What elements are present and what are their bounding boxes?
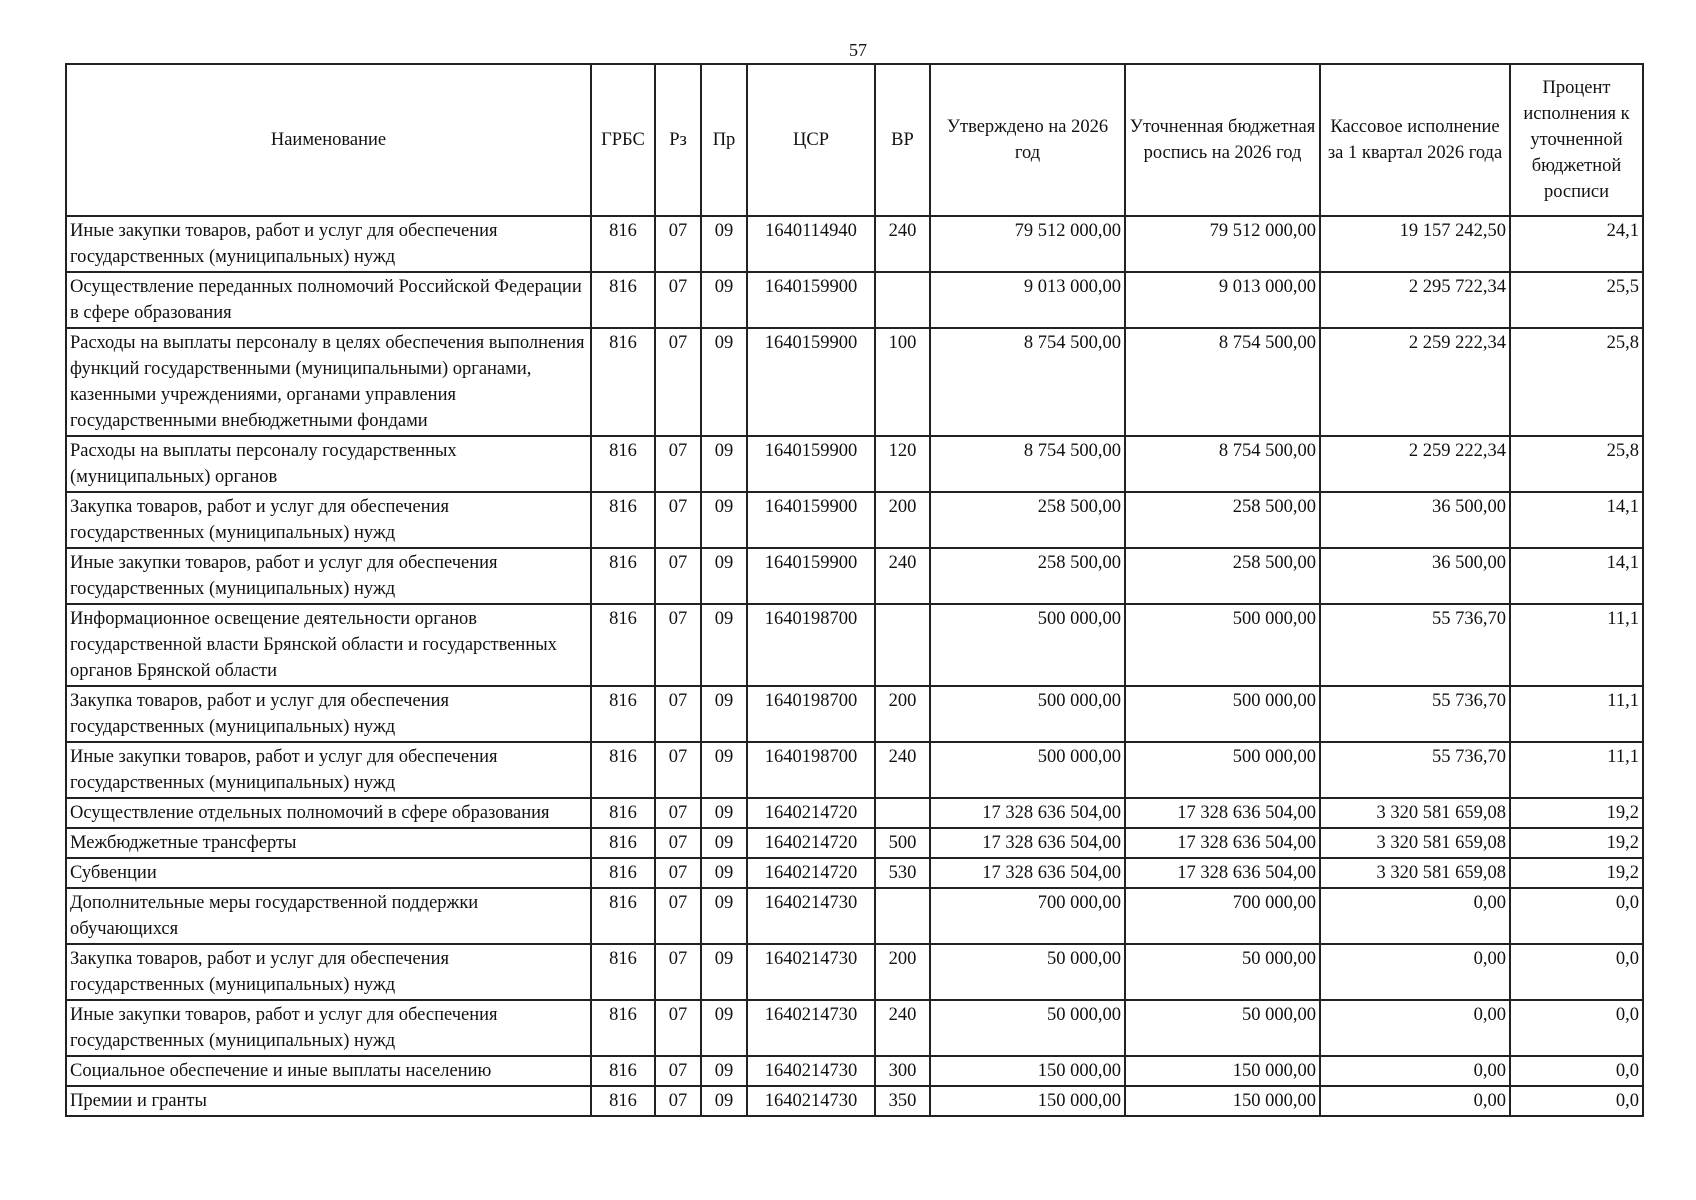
cell-name: Межбюджетные трансферты xyxy=(66,828,591,858)
cell-approved: 258 500,00 xyxy=(930,548,1125,604)
table-row xyxy=(66,828,1643,858)
cell-rz: 07 xyxy=(655,328,701,436)
cell-name: Иные закупки товаров, работ и услуг для обеспечения государственных (муниципальных) нужд xyxy=(66,548,591,604)
cell-percent: 19,2 xyxy=(1510,858,1643,888)
cell-grbs: 816 xyxy=(591,548,655,604)
page-number: 57 xyxy=(849,40,867,60)
cell-vr: 240 xyxy=(875,548,930,604)
cell-refined: 500 000,00 xyxy=(1125,742,1320,798)
cell-pr: 09 xyxy=(701,828,747,858)
table-header-row xyxy=(66,64,1643,216)
cell-pr: 09 xyxy=(701,1000,747,1056)
header-csr: ЦСР xyxy=(747,64,875,216)
cell-grbs: 816 xyxy=(591,858,655,888)
cell-executed: 0,00 xyxy=(1320,944,1510,1000)
cell-approved: 150 000,00 xyxy=(930,1056,1125,1086)
cell-refined: 50 000,00 xyxy=(1125,944,1320,1000)
table-row xyxy=(66,686,1643,742)
header-grbs: ГРБС xyxy=(591,64,655,216)
cell-refined: 258 500,00 xyxy=(1125,492,1320,548)
cell-csr: 1640114940 xyxy=(747,216,875,272)
cell-percent: 25,5 xyxy=(1510,272,1643,328)
cell-grbs: 816 xyxy=(591,944,655,1000)
cell-executed: 55 736,70 xyxy=(1320,604,1510,686)
cell-csr: 1640198700 xyxy=(747,742,875,798)
cell-executed: 2 259 222,34 xyxy=(1320,328,1510,436)
cell-percent: 14,1 xyxy=(1510,548,1643,604)
cell-approved: 17 328 636 504,00 xyxy=(930,858,1125,888)
table-row xyxy=(66,858,1643,888)
cell-name: Закупка товаров, работ и услуг для обеспечения государственных (муниципальных) нужд xyxy=(66,492,591,548)
cell-refined: 258 500,00 xyxy=(1125,548,1320,604)
header-percent: Процент исполнения к уточненной бюджетной росписи xyxy=(1510,64,1643,216)
cell-rz: 07 xyxy=(655,888,701,944)
cell-pr: 09 xyxy=(701,1056,747,1086)
cell-vr: 240 xyxy=(875,1000,930,1056)
cell-name: Премии и гранты xyxy=(66,1086,591,1116)
cell-vr: 200 xyxy=(875,944,930,1000)
cell-grbs: 816 xyxy=(591,888,655,944)
cell-name: Иные закупки товаров, работ и услуг для обеспечения государственных (муниципальных) нужд xyxy=(66,742,591,798)
table-row xyxy=(66,548,1643,604)
cell-refined: 700 000,00 xyxy=(1125,888,1320,944)
cell-grbs: 816 xyxy=(591,436,655,492)
cell-executed: 0,00 xyxy=(1320,1000,1510,1056)
cell-refined: 50 000,00 xyxy=(1125,1000,1320,1056)
cell-vr: 530 xyxy=(875,858,930,888)
cell-name: Закупка товаров, работ и услуг для обеспечения государственных (муниципальных) нужд xyxy=(66,686,591,742)
cell-csr: 1640214720 xyxy=(747,798,875,828)
cell-executed: 55 736,70 xyxy=(1320,686,1510,742)
cell-rz: 07 xyxy=(655,492,701,548)
cell-grbs: 816 xyxy=(591,604,655,686)
cell-rz: 07 xyxy=(655,828,701,858)
cell-name: Расходы на выплаты персоналу в целях обеспечения выполнения функций государственными (муниципальными) органами, казенными учреждениями, органами управления государственными внебюджетными фондами xyxy=(66,328,591,436)
cell-pr: 09 xyxy=(701,604,747,686)
cell-approved: 500 000,00 xyxy=(930,686,1125,742)
cell-pr: 09 xyxy=(701,798,747,828)
table-row xyxy=(66,742,1643,798)
cell-name: Субвенции xyxy=(66,858,591,888)
header-pr: Пр xyxy=(701,64,747,216)
cell-vr xyxy=(875,272,930,328)
cell-percent: 19,2 xyxy=(1510,798,1643,828)
cell-vr xyxy=(875,798,930,828)
cell-csr: 1640214730 xyxy=(747,1056,875,1086)
cell-percent: 0,0 xyxy=(1510,1000,1643,1056)
cell-rz: 07 xyxy=(655,798,701,828)
cell-grbs: 816 xyxy=(591,216,655,272)
cell-refined: 150 000,00 xyxy=(1125,1086,1320,1116)
cell-percent: 0,0 xyxy=(1510,1086,1643,1116)
cell-percent: 25,8 xyxy=(1510,328,1643,436)
cell-pr: 09 xyxy=(701,216,747,272)
cell-rz: 07 xyxy=(655,1000,701,1056)
cell-vr: 200 xyxy=(875,492,930,548)
cell-csr: 1640214720 xyxy=(747,858,875,888)
budget-table xyxy=(65,63,1644,1117)
cell-rz: 07 xyxy=(655,604,701,686)
cell-vr xyxy=(875,888,930,944)
table-row xyxy=(66,436,1643,492)
cell-vr: 100 xyxy=(875,328,930,436)
cell-refined: 8 754 500,00 xyxy=(1125,328,1320,436)
cell-refined: 79 512 000,00 xyxy=(1125,216,1320,272)
header-approved: Утверждено на 2026 год xyxy=(930,64,1125,216)
cell-csr: 1640214730 xyxy=(747,1086,875,1116)
cell-executed: 0,00 xyxy=(1320,888,1510,944)
header-refined: Уточненная бюджетная роспись на 2026 год xyxy=(1125,64,1320,216)
cell-approved: 9 013 000,00 xyxy=(930,272,1125,328)
table-row xyxy=(66,328,1643,436)
cell-name: Социальное обеспечение и иные выплаты населению xyxy=(66,1056,591,1086)
cell-executed: 2 259 222,34 xyxy=(1320,436,1510,492)
cell-grbs: 816 xyxy=(591,798,655,828)
cell-vr: 300 xyxy=(875,1056,930,1086)
cell-approved: 17 328 636 504,00 xyxy=(930,828,1125,858)
cell-executed: 3 320 581 659,08 xyxy=(1320,828,1510,858)
cell-rz: 07 xyxy=(655,686,701,742)
cell-name: Закупка товаров, работ и услуг для обеспечения государственных (муниципальных) нужд xyxy=(66,944,591,1000)
cell-grbs: 816 xyxy=(591,492,655,548)
cell-percent: 14,1 xyxy=(1510,492,1643,548)
cell-vr: 350 xyxy=(875,1086,930,1116)
cell-approved: 50 000,00 xyxy=(930,944,1125,1000)
cell-pr: 09 xyxy=(701,944,747,1000)
cell-csr: 1640198700 xyxy=(747,604,875,686)
cell-percent: 0,0 xyxy=(1510,888,1643,944)
cell-csr: 1640159900 xyxy=(747,436,875,492)
cell-grbs: 816 xyxy=(591,272,655,328)
cell-percent: 0,0 xyxy=(1510,1056,1643,1086)
cell-refined: 17 328 636 504,00 xyxy=(1125,798,1320,828)
table-row xyxy=(66,888,1643,944)
cell-name: Иные закупки товаров, работ и услуг для обеспечения государственных (муниципальных) нужд xyxy=(66,1000,591,1056)
cell-pr: 09 xyxy=(701,272,747,328)
cell-approved: 8 754 500,00 xyxy=(930,328,1125,436)
cell-pr: 09 xyxy=(701,548,747,604)
cell-grbs: 816 xyxy=(591,328,655,436)
header-vr: ВР xyxy=(875,64,930,216)
cell-approved: 258 500,00 xyxy=(930,492,1125,548)
cell-vr: 500 xyxy=(875,828,930,858)
cell-approved: 700 000,00 xyxy=(930,888,1125,944)
cell-rz: 07 xyxy=(655,548,701,604)
cell-executed: 55 736,70 xyxy=(1320,742,1510,798)
cell-name: Осуществление переданных полномочий Российской Федерации в сфере образования xyxy=(66,272,591,328)
cell-executed: 0,00 xyxy=(1320,1056,1510,1086)
cell-csr: 1640214730 xyxy=(747,888,875,944)
cell-pr: 09 xyxy=(701,742,747,798)
table-row xyxy=(66,216,1643,272)
cell-percent: 11,1 xyxy=(1510,604,1643,686)
cell-refined: 150 000,00 xyxy=(1125,1056,1320,1086)
cell-pr: 09 xyxy=(701,888,747,944)
cell-percent: 24,1 xyxy=(1510,216,1643,272)
cell-grbs: 816 xyxy=(591,828,655,858)
cell-grbs: 816 xyxy=(591,1086,655,1116)
cell-refined: 8 754 500,00 xyxy=(1125,436,1320,492)
cell-percent: 11,1 xyxy=(1510,686,1643,742)
cell-name: Информационное освещение деятельности органов государственной власти Брянской области и государственных органов Брянской области xyxy=(66,604,591,686)
cell-percent: 25,8 xyxy=(1510,436,1643,492)
cell-approved: 500 000,00 xyxy=(930,604,1125,686)
cell-name: Расходы на выплаты персоналу государственных (муниципальных) органов xyxy=(66,436,591,492)
cell-refined: 500 000,00 xyxy=(1125,686,1320,742)
cell-rz: 07 xyxy=(655,436,701,492)
cell-rz: 07 xyxy=(655,1086,701,1116)
cell-pr: 09 xyxy=(701,686,747,742)
cell-executed: 36 500,00 xyxy=(1320,492,1510,548)
cell-rz: 07 xyxy=(655,858,701,888)
cell-grbs: 816 xyxy=(591,686,655,742)
cell-executed: 0,00 xyxy=(1320,1086,1510,1116)
header-rz: Рз xyxy=(655,64,701,216)
cell-pr: 09 xyxy=(701,858,747,888)
cell-name: Осуществление отдельных полномочий в сфере образования xyxy=(66,798,591,828)
cell-grbs: 816 xyxy=(591,1056,655,1086)
cell-vr xyxy=(875,604,930,686)
cell-executed: 19 157 242,50 xyxy=(1320,216,1510,272)
table-row xyxy=(66,798,1643,828)
cell-executed: 36 500,00 xyxy=(1320,548,1510,604)
cell-approved: 17 328 636 504,00 xyxy=(930,798,1125,828)
table-row xyxy=(66,272,1643,328)
cell-rz: 07 xyxy=(655,272,701,328)
cell-csr: 1640214720 xyxy=(747,828,875,858)
cell-pr: 09 xyxy=(701,1086,747,1116)
cell-csr: 1640159900 xyxy=(747,492,875,548)
header-name: Наименование xyxy=(66,64,591,216)
cell-csr: 1640159900 xyxy=(747,548,875,604)
cell-name: Дополнительные меры государственной поддержки обучающихся xyxy=(66,888,591,944)
cell-csr: 1640198700 xyxy=(747,686,875,742)
cell-approved: 79 512 000,00 xyxy=(930,216,1125,272)
cell-refined: 17 328 636 504,00 xyxy=(1125,828,1320,858)
cell-rz: 07 xyxy=(655,1056,701,1086)
table-row xyxy=(66,944,1643,1000)
table-row xyxy=(66,1000,1643,1056)
table-row xyxy=(66,1056,1643,1086)
cell-approved: 500 000,00 xyxy=(930,742,1125,798)
cell-pr: 09 xyxy=(701,492,747,548)
cell-executed: 3 320 581 659,08 xyxy=(1320,798,1510,828)
cell-percent: 19,2 xyxy=(1510,828,1643,858)
cell-refined: 17 328 636 504,00 xyxy=(1125,858,1320,888)
cell-rz: 07 xyxy=(655,216,701,272)
cell-name: Иные закупки товаров, работ и услуг для обеспечения государственных (муниципальных) нужд xyxy=(66,216,591,272)
cell-vr: 120 xyxy=(875,436,930,492)
cell-percent: 0,0 xyxy=(1510,944,1643,1000)
cell-grbs: 816 xyxy=(591,1000,655,1056)
cell-csr: 1640159900 xyxy=(747,328,875,436)
cell-refined: 9 013 000,00 xyxy=(1125,272,1320,328)
cell-approved: 150 000,00 xyxy=(930,1086,1125,1116)
table-row xyxy=(66,1086,1643,1116)
cell-refined: 500 000,00 xyxy=(1125,604,1320,686)
table-row xyxy=(66,492,1643,548)
cell-rz: 07 xyxy=(655,742,701,798)
cell-csr: 1640214730 xyxy=(747,1000,875,1056)
cell-grbs: 816 xyxy=(591,742,655,798)
cell-pr: 09 xyxy=(701,436,747,492)
header-executed: Кассовое исполнение за 1 квартал 2026 года xyxy=(1320,64,1510,216)
cell-vr: 240 xyxy=(875,742,930,798)
cell-csr: 1640159900 xyxy=(747,272,875,328)
cell-executed: 3 320 581 659,08 xyxy=(1320,858,1510,888)
cell-vr: 240 xyxy=(875,216,930,272)
cell-vr: 200 xyxy=(875,686,930,742)
cell-executed: 2 295 722,34 xyxy=(1320,272,1510,328)
cell-pr: 09 xyxy=(701,328,747,436)
cell-percent: 11,1 xyxy=(1510,742,1643,798)
cell-approved: 50 000,00 xyxy=(930,1000,1125,1056)
cell-csr: 1640214730 xyxy=(747,944,875,1000)
cell-rz: 07 xyxy=(655,944,701,1000)
cell-approved: 8 754 500,00 xyxy=(930,436,1125,492)
table-row xyxy=(66,604,1643,686)
